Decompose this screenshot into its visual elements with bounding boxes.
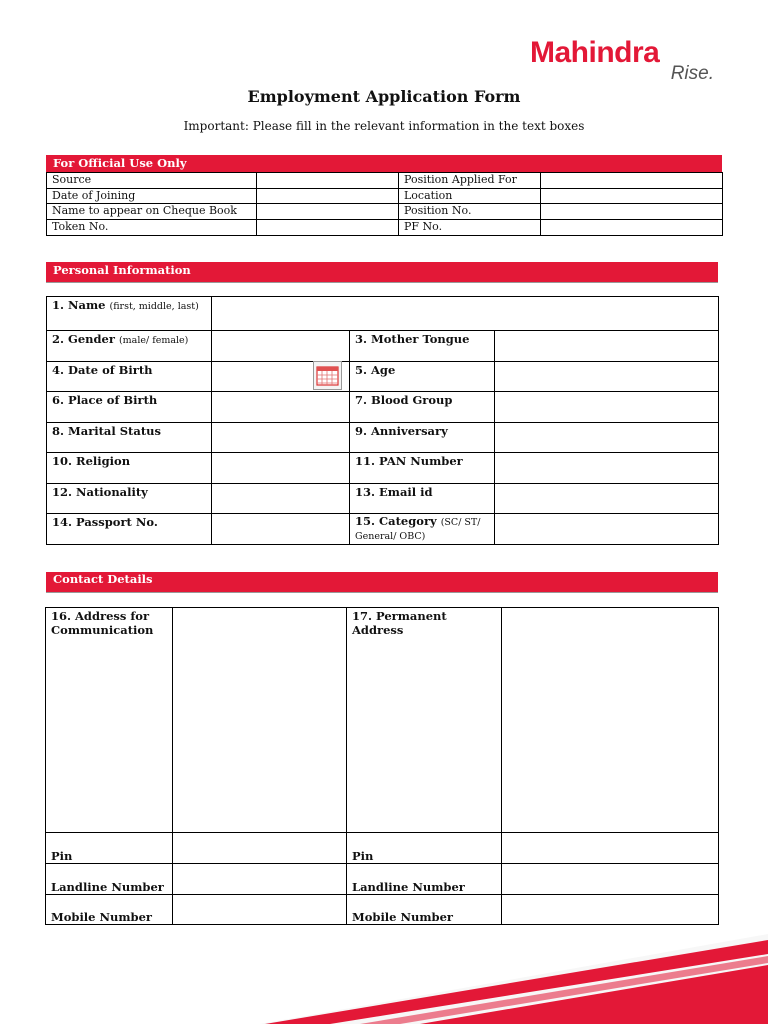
cheque-name-field[interactable] [257,204,399,220]
category-field[interactable] [495,514,719,545]
official-use-header: For Official Use Only [46,155,722,172]
religion-label: 10. Religion [47,453,212,484]
location-label: Location [399,189,541,204]
blood-group-field[interactable] [495,392,719,423]
calendar-icon[interactable] [313,361,342,390]
perm-address-field[interactable] [502,608,719,833]
passport-field[interactable] [212,514,350,545]
comm-mobile-label: Mobile Number [46,895,173,925]
mother-tongue-field[interactable] [495,331,719,362]
comm-landline-label: Landline Number [46,864,173,895]
nationality-field[interactable] [212,484,350,514]
pan-label: 11. PAN Number [350,453,495,484]
contact-details-table [45,607,719,925]
location-field[interactable] [541,189,723,204]
comm-address-field[interactable] [173,608,347,833]
mahindra-logo [530,38,720,88]
nationality-label: 12. Nationality [47,484,212,514]
passport-label: 14. Passport No. [47,514,212,545]
religion-field[interactable] [212,453,350,484]
pf-no-label: PF No. [399,220,541,236]
blood-group-label: 7. Blood Group [350,392,495,423]
position-applied-label: Position Applied For [399,173,541,189]
perm-pin-field[interactable] [502,833,719,864]
place-of-birth-label: 6. Place of Birth [47,392,212,423]
official-use-table [46,172,723,236]
comm-address-label: 16. Address for Communication [46,608,173,833]
dob-label: 4. Date of Birth [47,362,212,392]
email-field[interactable] [495,484,719,514]
token-no-label: Token No. [47,220,257,236]
gender-field[interactable] [212,331,350,362]
pf-no-field[interactable] [541,220,723,236]
anniversary-label: 9. Anniversary [350,423,495,453]
category-label: 15. Category (SC/ ST/ General/ OBC) [350,514,495,545]
marital-status-label: 8. Marital Status [47,423,212,453]
comm-pin-label: Pin [46,833,173,864]
perm-pin-label: Pin [347,833,502,864]
name-label: 1. Name (first, middle, last) [47,297,212,331]
token-no-field[interactable] [257,220,399,236]
date-of-joining-field[interactable] [257,189,399,204]
age-label: 5. Age [350,362,495,392]
pan-field[interactable] [495,453,719,484]
comm-landline-field[interactable] [173,864,347,895]
position-no-field[interactable] [541,204,723,220]
mother-tongue-label: 3. Mother Tongue [350,331,495,362]
source-label: Source [47,173,257,189]
date-of-joining-label: Date of Joining [47,189,257,204]
calendar-icon-graphic [314,362,341,389]
contact-details-header: Contact Details [46,572,718,593]
anniversary-field[interactable] [495,423,719,453]
logo-tagline: Rise. [670,63,714,84]
form-instruction: Important: Please fill in the relevant information in the text boxes [183,119,585,133]
perm-mobile-label: Mobile Number [347,895,502,925]
position-applied-field[interactable] [541,173,723,189]
perm-address-label: 17. Permanent Address [347,608,502,833]
age-field[interactable] [495,362,719,392]
position-no-label: Position No. [399,204,541,220]
cheque-name-label: Name to appear on Cheque Book [47,204,257,220]
comm-pin-field[interactable] [173,833,347,864]
name-field[interactable] [212,297,719,331]
form-title: Employment Application Form [247,87,521,106]
place-of-birth-field[interactable] [212,392,350,423]
logo-wordmark: Mahindra [530,36,660,69]
source-field[interactable] [257,173,399,189]
marital-status-field[interactable] [212,423,350,453]
email-label: 13. Email id [350,484,495,514]
perm-landline-field[interactable] [502,864,719,895]
personal-info-table [46,296,719,545]
gender-label: 2. Gender (male/ female) [47,331,212,362]
perm-landline-label: Landline Number [347,864,502,895]
brand-swoosh-graphic [0,920,768,1024]
personal-info-header: Personal Information [46,262,718,283]
